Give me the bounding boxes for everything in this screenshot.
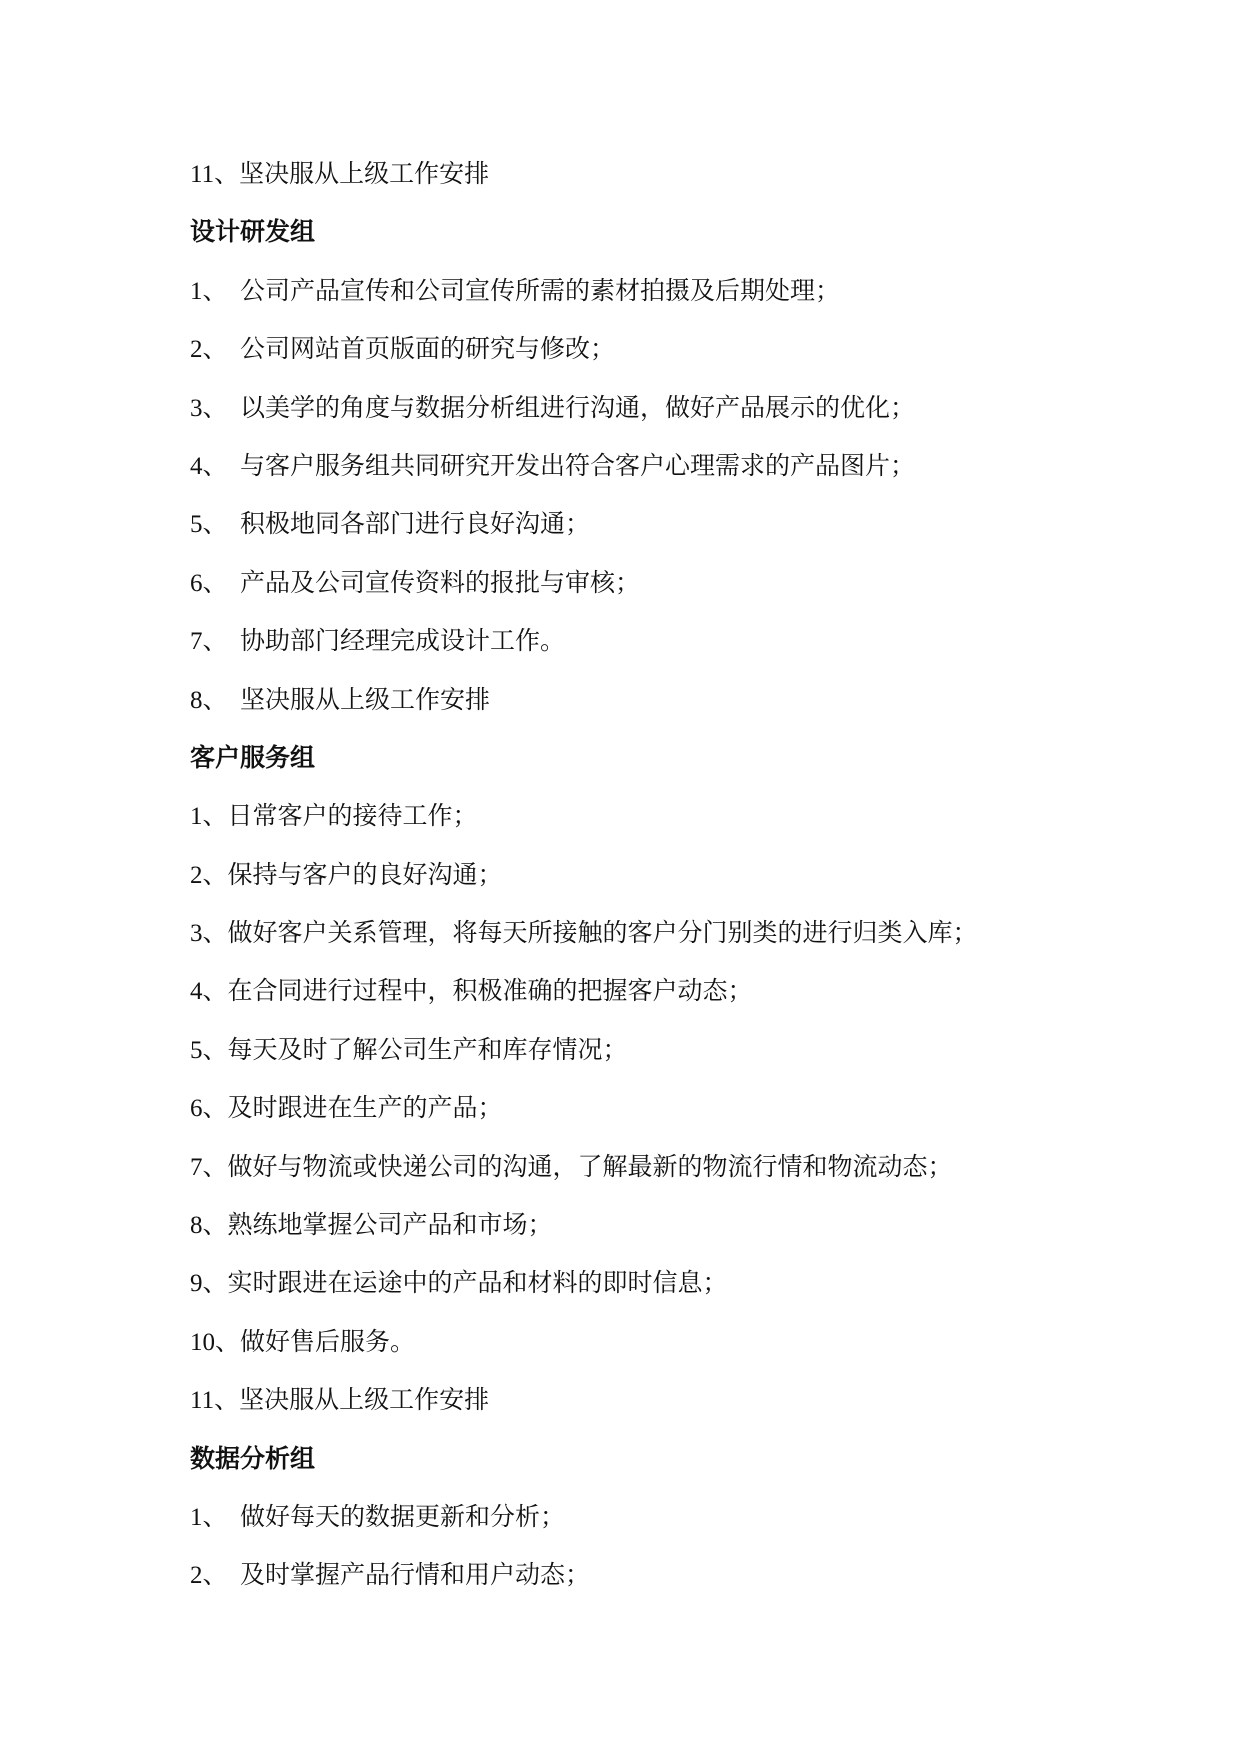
item-number: 7、: [190, 628, 228, 656]
item-text: 积极地同各部门进行良好沟通；: [240, 511, 591, 539]
item-number: 2、: [190, 1562, 228, 1590]
list-item: [190, 1022, 1190, 1080]
item-text: 每天及时了解公司生产和库存情况；: [227, 1036, 628, 1064]
list-item: [190, 1547, 1190, 1605]
item-number: 8、: [190, 686, 228, 714]
item-text: 做好与物流或快递公司的沟通，了解最新的物流行情和物流动态；: [227, 1153, 953, 1181]
item-number: 7、: [190, 1153, 228, 1181]
list-item: [190, 321, 1190, 379]
item-text: 熟练地掌握公司产品和市场；: [227, 1212, 553, 1240]
list-item: [190, 672, 1190, 730]
item-number: 1、: [190, 1503, 228, 1531]
item-text: 公司网站首页版面的研究与修改；: [240, 336, 616, 364]
item-number: 1、: [190, 277, 228, 305]
list-item: [190, 263, 1190, 321]
item-number: 6、: [190, 569, 228, 597]
list-item: [190, 555, 1190, 613]
item-number: 1、: [190, 803, 228, 831]
item-text: 及时跟进在生产的产品；: [227, 1095, 503, 1123]
item-text: 做好客户关系管理，将每天所接触的客户分门别类的进行归类入库；: [227, 920, 978, 948]
item-number: 5、: [190, 1036, 228, 1064]
item-text: 坚决服从上级工作安排: [239, 1387, 490, 1415]
item-text: 产品及公司宣传资料的报批与审核；: [240, 569, 641, 597]
section-heading: 客户服务组: [190, 744, 316, 772]
item-text: 实时跟进在运途中的产品和材料的即时信息；: [227, 1270, 728, 1298]
item-text: 与客户服务组共同研究开发出符合客户心理需求的产品图片；: [240, 452, 916, 480]
list-item: [190, 1255, 1190, 1313]
item-number: 5、: [190, 511, 228, 539]
item-text: 在合同进行过程中，积极准确的把握客户动态；: [227, 978, 753, 1006]
list-item: [190, 1197, 1190, 1255]
list-item: [190, 380, 1190, 438]
item-number: 3、: [190, 394, 228, 422]
item-number: 4、: [190, 978, 228, 1006]
item-text: 坚决服从上级工作安排: [239, 161, 490, 188]
list-item: [190, 146, 1190, 204]
item-number: 9、: [190, 1270, 228, 1298]
item-text: 公司产品宣传和公司宣传所需的素材拍摄及后期处理；: [240, 277, 841, 305]
item-text: 日常客户的接待工作；: [227, 803, 478, 831]
item-number: 4、: [190, 452, 228, 480]
list-item: [190, 963, 1190, 1021]
item-text: 协助部门经理完成设计工作。: [240, 628, 566, 656]
list-item: [190, 1314, 1190, 1372]
list-item: [190, 905, 1190, 963]
item-number: 10、: [190, 1328, 241, 1356]
section-heading: 设计研发组: [190, 219, 316, 247]
list-item: [190, 613, 1190, 671]
list-item: [190, 1489, 1190, 1547]
item-text: 以美学的角度与数据分析组进行沟通，做好产品展示的优化；: [240, 394, 916, 422]
item-number: 2、: [190, 336, 228, 364]
item-number: 2、: [190, 861, 228, 889]
item-number: 11、: [190, 161, 240, 188]
list-item: [190, 1080, 1190, 1138]
item-number: 3、: [190, 920, 228, 948]
list-item: [190, 1372, 1190, 1430]
item-text: 坚决服从上级工作安排: [240, 686, 491, 714]
list-item: [190, 1139, 1190, 1197]
list-item: [190, 438, 1190, 496]
list-item: [190, 847, 1190, 905]
item-text: 做好每天的数据更新和分析；: [240, 1503, 566, 1531]
item-number: 8、: [190, 1212, 228, 1240]
list-item: [190, 788, 1190, 846]
item-number: 6、: [190, 1095, 228, 1123]
item-text: 保持与客户的良好沟通；: [227, 861, 503, 889]
document-body: [190, 146, 1190, 1606]
item-text: 做好售后服务。: [240, 1328, 416, 1356]
item-text: 及时掌握产品行情和用户动态；: [240, 1562, 591, 1590]
list-item: [190, 496, 1190, 554]
section-heading: 数据分析组: [190, 1445, 316, 1473]
item-number: 11、: [190, 1387, 240, 1415]
